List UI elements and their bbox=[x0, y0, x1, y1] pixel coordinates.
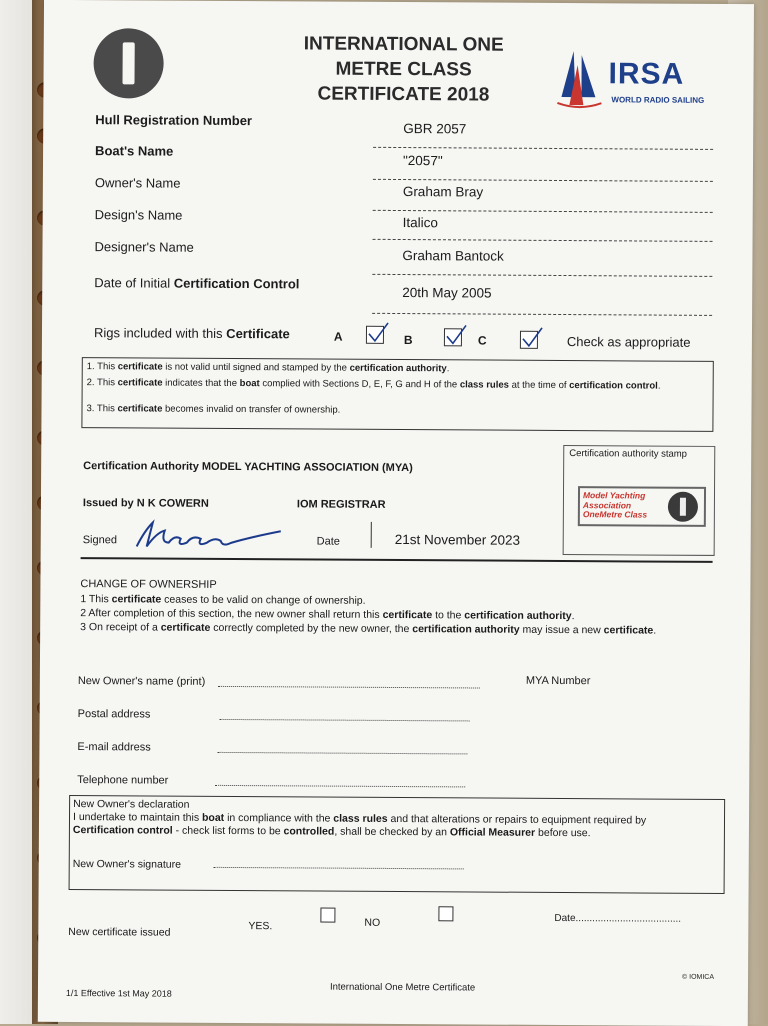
no-label: NO bbox=[364, 916, 381, 929]
note-2: 2. This certificate indicates that the boat complied with Sections D, E, F, G and H of the class rules at the time of certification control. bbox=[86, 377, 661, 392]
design-name-label: Design's Name bbox=[94, 207, 183, 223]
email-line[interactable] bbox=[217, 752, 467, 755]
date-label: Date bbox=[316, 535, 340, 548]
issue-date-value: 21st November 2023 bbox=[394, 531, 521, 548]
check-icon bbox=[520, 326, 546, 352]
change-line-1: 1 This certificate ceases to be valid on change of ownership. bbox=[80, 593, 366, 607]
designer-name-value: Graham Bantock bbox=[402, 248, 504, 264]
hull-label: Hull Registration Number bbox=[95, 112, 253, 129]
rig-a-letter: A bbox=[333, 329, 343, 344]
telephone-line[interactable] bbox=[215, 785, 465, 788]
change-line-3: 3 On receipt of a certificate correctly completed by the new owner, the certification authority may issue a new certificate. bbox=[80, 621, 657, 637]
authority-signature bbox=[131, 512, 291, 553]
mya-number-label: MYA Number bbox=[525, 674, 591, 688]
change-ownership-title: CHANGE OF OWNERSHIP bbox=[80, 578, 217, 591]
mya-stamp bbox=[578, 486, 706, 527]
new-certificate-issued-label: New certificate issued bbox=[68, 925, 171, 939]
irsa-sails-logo bbox=[555, 47, 605, 113]
yes-label: YES. bbox=[248, 920, 273, 933]
postal-address-line[interactable] bbox=[220, 719, 470, 722]
stamp-class-logo bbox=[668, 492, 698, 522]
check-icon bbox=[366, 321, 392, 347]
stamp-text: Model Yachting Association OneMetre Class bbox=[582, 490, 648, 520]
owner-name-value: Graham Bray bbox=[402, 184, 484, 200]
certification-authority: Certification Authority MODEL YACHTING ASSOCIATION (MYA) bbox=[83, 460, 413, 475]
rig-b-checkbox[interactable] bbox=[444, 328, 462, 346]
check-icon bbox=[444, 323, 470, 349]
new-owner-name-label: New Owner's name (print) bbox=[77, 675, 206, 688]
design-name-value: Italico bbox=[402, 215, 438, 231]
boat-name-label: Boat's Name bbox=[95, 143, 174, 159]
rig-c-letter: C bbox=[477, 333, 487, 348]
iom-class-logo bbox=[93, 28, 163, 98]
declaration-text-1: I undertake to maintain this boat in compliance with the class rules and that alterations or repairs to equipment required by bbox=[72, 811, 647, 827]
title-line-1: INTERNATIONAL ONE bbox=[303, 33, 504, 56]
title-line-3: CERTIFICATE 2018 bbox=[317, 83, 490, 106]
new-owner-declaration-box bbox=[69, 795, 726, 894]
check-as-appropriate: Check as appropriate bbox=[566, 334, 691, 350]
issue-date-field[interactable]: Date...................................... bbox=[554, 912, 682, 925]
initial-control-date-label: Date of Initial Certification Control bbox=[94, 275, 300, 292]
effective-date: 1/1 Effective 1st May 2018 bbox=[65, 987, 172, 999]
issuer-role: IOM REGISTRAR bbox=[296, 498, 386, 511]
date-divider bbox=[371, 522, 372, 548]
rig-c-checkbox[interactable] bbox=[520, 331, 538, 349]
email-label: E-mail address bbox=[77, 741, 151, 754]
irsa-wordmark: IRSA bbox=[608, 57, 685, 91]
rig-a-checkbox[interactable] bbox=[366, 326, 384, 344]
issued-by: Issued by N K COWERN bbox=[82, 497, 209, 510]
certificate-notes-box bbox=[81, 357, 713, 432]
rigs-label: Rigs included with this Certificate bbox=[93, 325, 290, 342]
initial-control-date-value: 20th May 2005 bbox=[402, 285, 492, 301]
change-line-2: 2 After completion of this section, the new owner shall return this certificate to the certification authority. bbox=[80, 607, 575, 623]
signed-label: Signed bbox=[82, 534, 118, 547]
footer-title: International One Metre Certificate bbox=[329, 981, 476, 994]
stamp-box-title: Certification authority stamp bbox=[569, 448, 688, 460]
postal-address-label: Postal address bbox=[77, 708, 151, 721]
certificate-title bbox=[253, 31, 553, 108]
telephone-label: Telephone number bbox=[77, 774, 169, 787]
note-3: 3. This certificate becomes invalid on transfer of ownership. bbox=[86, 403, 341, 416]
new-owner-signature-label: New Owner's signature bbox=[72, 858, 181, 871]
designer-name-label: Designer's Name bbox=[94, 239, 194, 255]
section-divider bbox=[81, 557, 713, 563]
owner-name-label: Owner's Name bbox=[94, 175, 181, 191]
irsa-tagline: WORLD RADIO SAILING bbox=[611, 95, 705, 105]
note-1: 1. This certificate is not valid until signed and stamped by the certification authority. bbox=[86, 361, 450, 375]
new-owner-name-line[interactable] bbox=[218, 686, 480, 689]
yes-checkbox[interactable] bbox=[320, 908, 335, 923]
certificate-page bbox=[38, 0, 754, 1026]
boat-name-value: "2057" bbox=[402, 153, 443, 169]
copyright-mark: © IOMICA bbox=[682, 973, 715, 981]
title-line-2: METRE CLASS bbox=[335, 58, 472, 81]
hull-value: GBR 2057 bbox=[403, 121, 467, 137]
declaration-text-2: Certification control - check list forms to be controlled, shall be checked by an Official Measurer before use. bbox=[72, 824, 591, 840]
declaration-title: New Owner's declaration bbox=[73, 798, 190, 811]
rig-b-letter: B bbox=[403, 333, 413, 348]
no-checkbox[interactable] bbox=[438, 906, 453, 921]
stamp-box bbox=[563, 445, 716, 556]
